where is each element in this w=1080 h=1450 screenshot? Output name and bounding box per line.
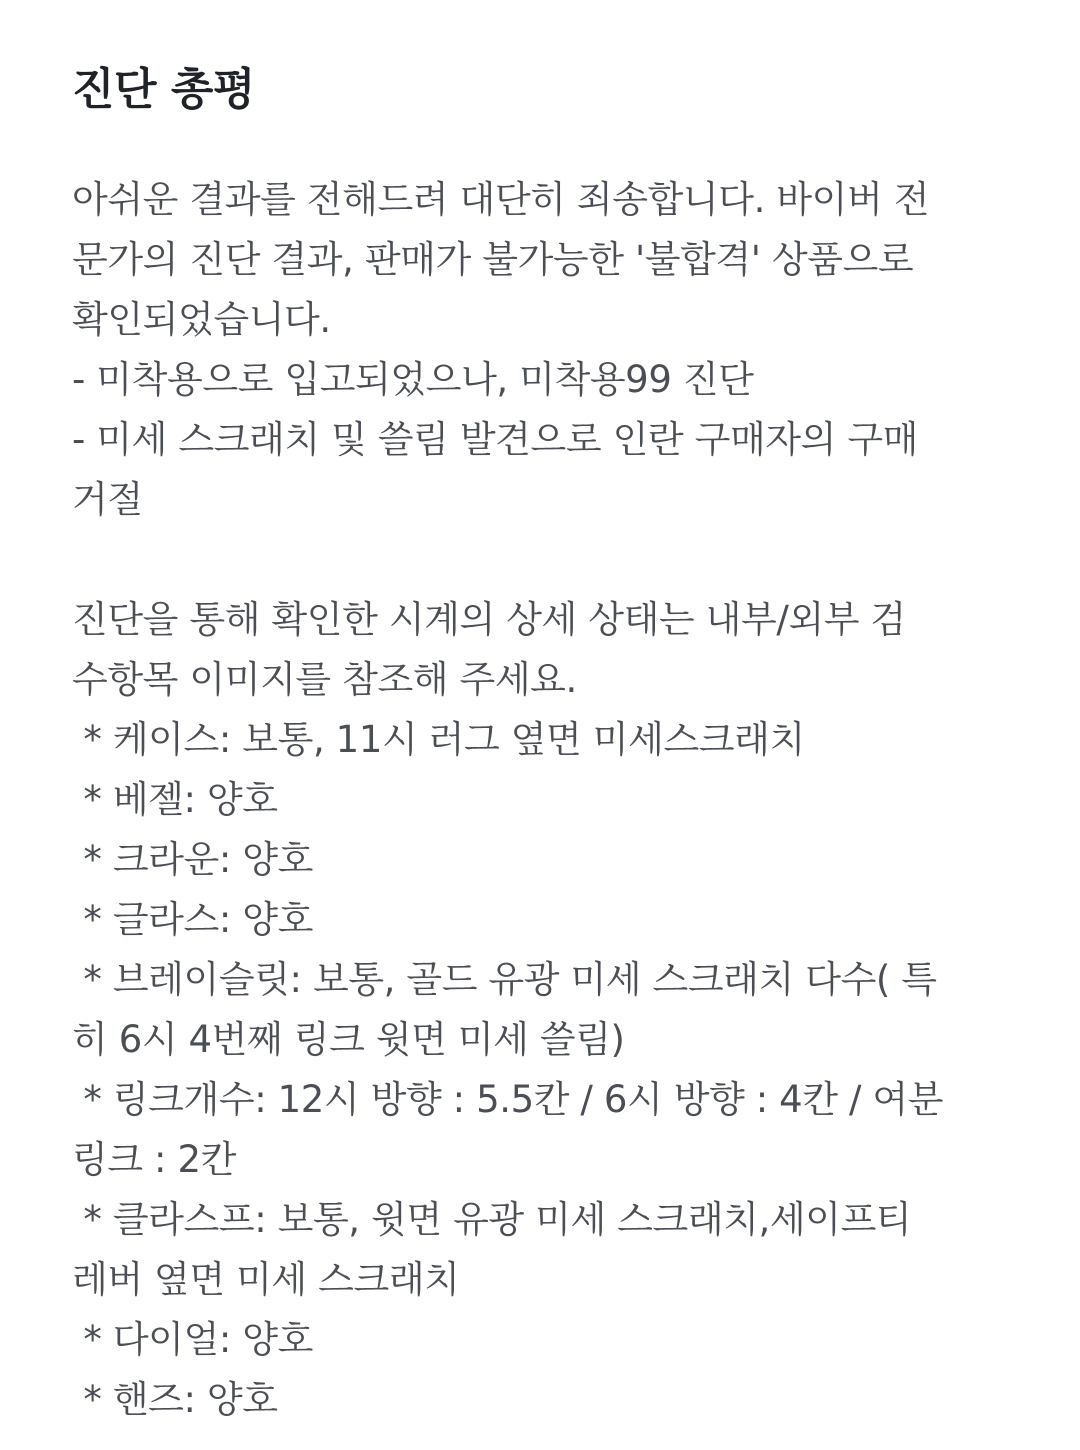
summary-line: * 링크개수: 12시 방향 : 5.5칸 / 6시 방향 : 4칸 / 여분 bbox=[72, 1078, 944, 1121]
summary-line: 히 6시 4번째 링크 윗면 미세 쓸림) bbox=[72, 1018, 625, 1061]
summary-line: - 미세 스크래치 및 쓸림 발견으로 인란 구매자의 구매 bbox=[72, 418, 919, 461]
diagnosis-summary-text bbox=[72, 170, 1008, 1430]
summary-line: 거절 bbox=[72, 478, 143, 521]
summary-line: * 글라스: 양호 bbox=[72, 898, 313, 941]
summary-line: * 케이스: 보통, 11시 러그 옆면 미세스크래치 bbox=[72, 718, 805, 761]
summary-line: 링크 : 2칸 bbox=[72, 1138, 236, 1181]
summary-line: 수항목 이미지를 참조해 주세요. bbox=[72, 658, 577, 701]
summary-line: 확인되었습니다. bbox=[72, 298, 331, 341]
summary-line: - 미착용으로 입고되었으나, 미착용99 진단 bbox=[72, 358, 754, 401]
summary-line: * 핸즈: 양호 bbox=[72, 1378, 278, 1421]
summary-line: 아쉬운 결과를 전해드려 대단히 죄송합니다. 바이버 전 bbox=[72, 178, 930, 221]
summary-line: 문가의 진단 결과, 판매가 불가능한 '불합격' 상품으로 bbox=[72, 238, 914, 281]
summary-line: * 클라스프: 보통, 윗면 유광 미세 스크래치,세이프티 bbox=[72, 1198, 912, 1241]
summary-line: 레버 옆면 미세 스크래치 bbox=[72, 1258, 460, 1301]
summary-line: * 브레이슬릿: 보통, 골드 유광 미세 스크래치 다수( 특 bbox=[72, 958, 937, 1001]
summary-line bbox=[72, 530, 1008, 590]
summary-line: * 크라운: 양호 bbox=[72, 838, 313, 881]
summary-line: 진단을 통해 확인한 시계의 상세 상태는 내부/외부 검 bbox=[72, 598, 906, 641]
page-title: 진단 총평 bbox=[72, 64, 255, 115]
summary-line: * 다이얼: 양호 bbox=[72, 1318, 313, 1361]
summary-line: * 베젤: 양호 bbox=[72, 778, 278, 821]
